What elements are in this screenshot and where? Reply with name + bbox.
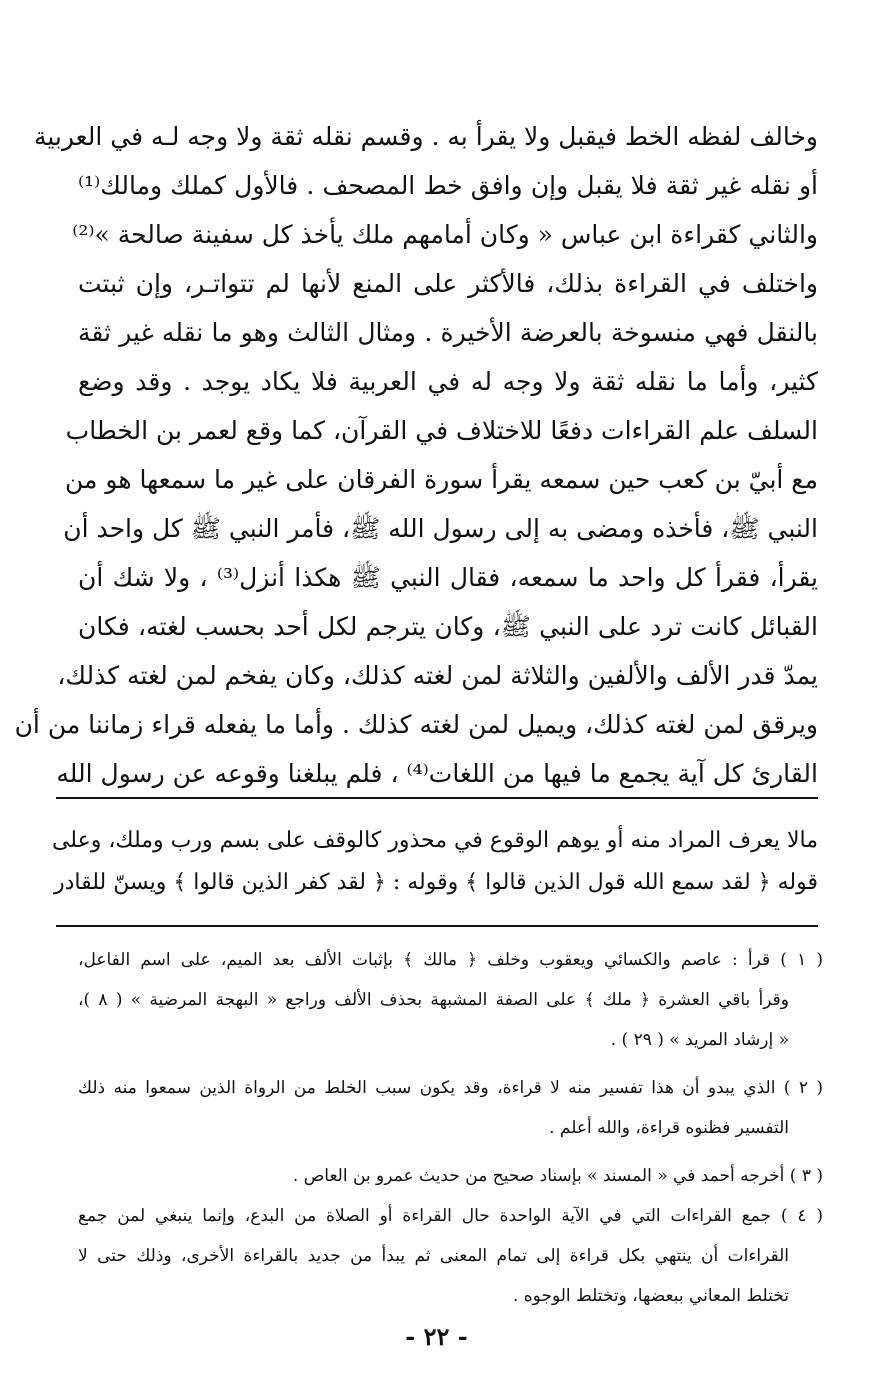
main-text-line: القبائل كانت ترد على النبي ﷺ، وكان يترجم لكل أحد بحسب لغته، فكان	[78, 612, 818, 641]
main-text-line: والثاني كقراءة ابن عباس « وكان أمامهم ملك يأخذ كل سفينة صالحة »⁽²⁾	[72, 220, 818, 249]
footnote-line: القراءات أن ينتهي بكل قراءة إلى تمام المعنى ثم يبدأ من جديد بالقراءة الأخرى، وذلك حتى لا	[78, 1246, 789, 1266]
page-number: - ٢٢ -	[405, 1322, 468, 1351]
footnote-line: ( ٣ ) أخرجه أحمد في « المسند » بإسناد صحيح من حديث عمرو بن العاص .	[292, 1166, 823, 1186]
footnote-line: التفسير فظنوه قراءة، والله أعلم .	[549, 1118, 789, 1138]
main-text-block	[14, 112, 818, 798]
footnote-4	[78, 1196, 823, 1316]
main-text-line: وخالف لفظه الخط فيقبل ولا يقرأ به . وقسم نقله ثقة ولا وجه لـه في العربية	[33, 122, 818, 151]
footnote-2	[78, 1068, 823, 1148]
footnotes-block	[78, 940, 823, 1316]
continuation-text-line: مالا يعرف المراد منه أو يوهم الوقوع في محذور كالوقف على بسم ورب وملك، وعلى	[51, 828, 818, 853]
main-text-line: السلف علم القراءات دفعًا للاختلاف في القرآن، كما وقع لعمر بن الخطاب	[65, 416, 818, 445]
continuation-text-block	[51, 820, 818, 904]
main-text-line: بالنقل فهي منسوخة بالعرضة الأخيرة . ومثال الثالث وهو ما نقله غير ثقة	[78, 318, 818, 347]
main-text-line: النبي ﷺ، فأخذه ومضى به إلى رسول الله ﷺ، فأمر النبي ﷺ كل واحد أن	[63, 514, 818, 543]
footnote-3	[78, 1156, 823, 1196]
main-text-line: القارئ كل آية يجمع ما فيها من اللغات⁽⁴⁾ ، فلم يبلغنا وقوعه عن رسول الله	[56, 759, 818, 788]
main-text-line: واختلف في القراءة بذلك، فالأكثر على المنع لأنها لم تتواتـر، وإن ثبتت	[78, 269, 818, 298]
main-text-divider	[56, 797, 818, 799]
footnote-line: ( ٢ ) الذي يبدو أن هذا تفسير منه لا قراءة، وقد يكون سبب الخلط من الرواة الذين سمعوا منه ذلك	[78, 1078, 823, 1098]
footnote-line: تختلط المعاني ببعضها، وتختلط الوجوه .	[512, 1286, 789, 1306]
main-text-line: كثير، وأما ما نقله ثقة ولا وجه له في العربية فلا يكاد يوجد . وقد وضع	[78, 367, 818, 396]
continuation-text-line: قوله ﴿ لقد سمع الله قول الذين قالوا ﴾ وقوله : ﴿ لقد كفر الذين قالوا ﴾ ويسنّ للقادر	[54, 870, 818, 895]
main-text-line: أو نقله غير ثقة فلا يقبل وإن وافق خط المصحف . فالأول كملك ومالك⁽¹⁾	[78, 171, 818, 200]
footnote-1	[78, 940, 823, 1060]
footnotes-divider	[56, 925, 818, 927]
main-text-line: يقرأ، فقرأ كل واحد ما سمعه، فقال النبي ﷺ هكذا أنزل⁽³⁾ ، ولا شك أن	[78, 563, 818, 592]
footnote-line: ( ٤ ) جمع القراءات التي في الآية الواحدة حال القراءة أو الصلاة من البدع، وإنما ينبغي لمن جمع	[78, 1206, 823, 1226]
main-text-line: مع أبيّ بن كعب حين سمعه يقرأ سورة الفرقان على غير ما سمعها هو من	[65, 465, 818, 494]
main-text-line: يمدّ قدر الألف والألفين والثلاثة لمن لغته كذلك، وكان يفخم لمن لغته كذلك،	[57, 661, 818, 690]
main-text-line: ويرقق لمن لغته كذلك، ويميل لمن لغته كذلك . وأما ما يفعله قراء زماننا من أن	[14, 710, 818, 739]
footnote-line: ( ١ ) قرأ : عاصم والكسائي ويعقوب وخلف ﴿ مالك ﴾ بإثبات الألف بعد الميم، على اسم الفاعل،	[78, 950, 823, 970]
footnote-line: « إرشاد المريد » ( ٢٩ ) .	[610, 1030, 789, 1050]
footnote-line: وقرأ باقي العشرة ﴿ ملك ﴾ على الصفة المشبهة بحذف الألف وراجع « البهجة المرضية » ( ٨ )،	[78, 990, 790, 1010]
